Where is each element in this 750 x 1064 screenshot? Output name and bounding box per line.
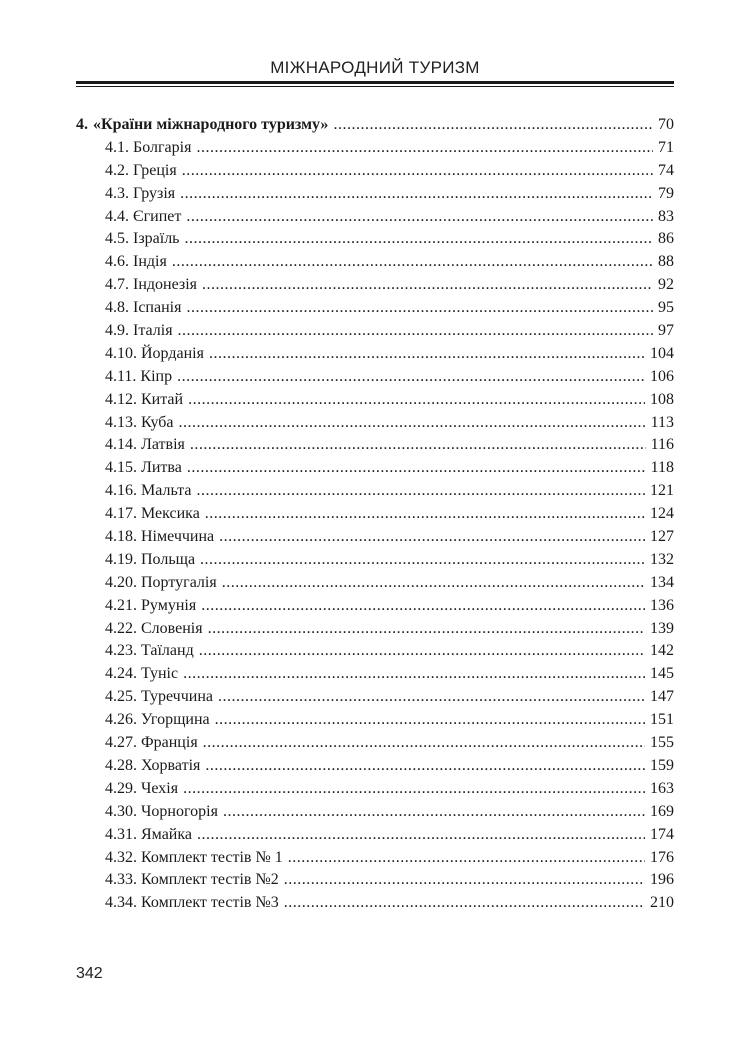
toc-entry	[76, 847, 674, 870]
toc-entry	[76, 183, 674, 206]
toc-entry	[76, 755, 674, 778]
toc-entry-title: Грузія	[133, 184, 176, 202]
header-rule-thin	[76, 86, 674, 87]
toc-entry	[76, 709, 674, 732]
toc-entry-page: 151	[650, 711, 674, 729]
dot-leader	[190, 434, 646, 457]
dot-leader	[205, 755, 645, 778]
toc-entry-number: 4.27.	[105, 734, 137, 752]
dot-leader	[333, 114, 653, 137]
toc-entry-title: Румунія	[141, 596, 197, 614]
toc-entry-number: 4.31.	[105, 825, 137, 843]
toc-entry-title: Ямайка	[141, 825, 192, 843]
toc-entry	[76, 389, 674, 412]
toc-entry-page: 169	[650, 802, 674, 820]
dot-leader	[177, 366, 645, 389]
toc-entry-title: Чорногорія	[141, 802, 218, 820]
toc-entry	[76, 480, 674, 503]
dot-leader	[219, 526, 645, 549]
toc-entry-number: 4.4.	[105, 207, 129, 225]
dot-leader	[196, 137, 653, 160]
toc-entry-page: 79	[658, 184, 674, 202]
dot-leader	[222, 572, 645, 595]
dot-leader	[208, 618, 645, 641]
dot-leader	[200, 549, 645, 572]
dot-leader	[183, 778, 645, 801]
toc-entry-title: Туніс	[141, 665, 179, 683]
toc-entry-title: Хорватія	[141, 756, 201, 774]
toc-entry-number: 4.13.	[105, 413, 137, 431]
toc-entry-title: Угорщина	[141, 711, 210, 729]
toc-entry	[76, 640, 674, 663]
toc-entry	[76, 549, 674, 572]
toc-entry-page: 136	[650, 596, 674, 614]
toc-entry-page: 155	[650, 734, 674, 752]
toc-entry-page: 142	[650, 642, 674, 660]
toc-entry-title: Мальта	[141, 482, 192, 500]
toc-entry-page: 86	[658, 230, 674, 248]
toc-entry-number: 4.22.	[105, 619, 137, 637]
toc-entry	[76, 869, 674, 892]
toc-entry-page: 95	[658, 299, 674, 317]
toc-entry-number: 4.3.	[105, 184, 129, 202]
toc-entry-page: 139	[650, 619, 674, 637]
toc-entry-page: 113	[650, 413, 674, 431]
toc-entry-number: 4.28.	[105, 756, 137, 774]
toc-entry-title: Італія	[133, 322, 173, 340]
toc-entry-page: 116	[650, 436, 674, 454]
toc-entry-page: 159	[650, 756, 674, 774]
toc-entry-number: 4.15.	[105, 459, 137, 477]
toc-entry	[76, 572, 674, 595]
toc-entry-number: 4.9.	[105, 322, 129, 340]
toc-entry	[76, 503, 674, 526]
dot-leader	[201, 595, 645, 618]
toc-entry-number: 4.19.	[105, 550, 137, 568]
toc-entry-number: 4.11.	[105, 367, 137, 385]
toc-entry-title: Латвія	[141, 436, 185, 454]
dot-leader	[186, 206, 653, 229]
toc-entry-title: Туреччина	[141, 688, 213, 706]
dot-leader	[284, 869, 645, 892]
toc-entry	[76, 618, 674, 641]
toc-entry-number: 4.8.	[105, 299, 129, 317]
toc-entry-page: 106	[650, 367, 674, 385]
toc-entry-title: Індія	[133, 253, 167, 271]
toc-entry-title: Куба	[141, 413, 174, 431]
toc-entry-number: 4.30.	[105, 802, 137, 820]
toc-entry	[76, 160, 674, 183]
toc-entry-title: Франція	[141, 734, 198, 752]
header-rule-thick	[76, 81, 674, 84]
dot-leader	[203, 732, 645, 755]
toc-entry-title: «Країни міжнародного туризму»	[93, 116, 329, 133]
toc-entry-title: Йорданія	[141, 344, 204, 362]
toc-entry-page: 104	[650, 344, 674, 362]
toc-entry	[76, 137, 674, 160]
toc-entry-title: Португалія	[141, 573, 217, 591]
toc-entry-page: 132	[650, 550, 674, 568]
toc-entry-number: 4.5.	[105, 230, 129, 248]
toc-entry-page: 147	[650, 688, 674, 706]
dot-leader	[215, 709, 645, 732]
dot-leader	[180, 183, 653, 206]
toc-entry-page: 174	[650, 825, 674, 843]
toc-entry-page: 118	[650, 459, 674, 477]
toc-entry	[76, 892, 674, 915]
toc-entry-title: Комплект тестів №3	[141, 894, 279, 912]
toc-entry	[76, 824, 674, 847]
toc-entry-page: 74	[658, 161, 674, 179]
toc-entry-number: 4.12.	[105, 390, 137, 408]
toc-entry-page: 145	[650, 665, 674, 683]
toc-entry-number: 4.14.	[105, 436, 137, 454]
toc-entry-page: 134	[650, 573, 674, 591]
dot-leader	[182, 160, 653, 183]
toc-entry	[76, 434, 674, 457]
toc-entry-title: Литва	[141, 459, 182, 477]
toc-entry-page: 121	[650, 482, 674, 500]
toc-entry-number: 4.26.	[105, 711, 137, 729]
toc-entry-title: Чехія	[141, 779, 179, 797]
dot-leader	[172, 251, 653, 274]
toc-entry	[76, 274, 674, 297]
toc-entry-page: 163	[650, 779, 674, 797]
toc-entry-page: 97	[658, 322, 674, 340]
toc-entry-title: Комплект тестів № 1	[141, 848, 283, 866]
toc-entry-number: 4.18.	[105, 528, 137, 546]
dot-leader	[188, 389, 645, 412]
dot-leader	[178, 320, 653, 343]
toc-entry-number: 4.7.	[105, 276, 129, 294]
toc-entry-number: 4.10.	[105, 344, 137, 362]
toc-entry-number: 4.33.	[105, 871, 137, 889]
toc-entry-page: 108	[650, 390, 674, 408]
dot-leader	[209, 343, 645, 366]
dot-leader	[184, 228, 653, 251]
toc-entry-title: Єгипет	[133, 207, 182, 225]
toc-entry-title: Китай	[141, 390, 184, 408]
toc-entry	[76, 686, 674, 709]
dot-leader	[183, 663, 645, 686]
toc-entry	[76, 801, 674, 824]
toc-entry-number: 4.20.	[105, 573, 137, 591]
dot-leader	[223, 801, 645, 824]
table-of-contents	[76, 114, 674, 915]
toc-entry-title: Іспанія	[133, 299, 182, 317]
toc-entry-number: 4.24.	[105, 665, 137, 683]
toc-entry	[76, 595, 674, 618]
dot-leader	[205, 503, 645, 526]
toc-entry-title: Індонезія	[133, 276, 198, 294]
toc-entry-title: Польща	[141, 550, 196, 568]
dot-leader	[187, 457, 646, 480]
toc-entry	[76, 412, 674, 435]
dot-leader	[202, 274, 653, 297]
toc-entry-number: 4.23.	[105, 642, 137, 660]
toc-entry-title: Словенія	[141, 619, 203, 637]
dot-leader	[197, 824, 645, 847]
toc-entry	[76, 732, 674, 755]
toc-entry-number: 4.1.	[105, 138, 129, 156]
dot-leader	[284, 892, 645, 915]
toc-entry-number: 4.32.	[105, 848, 137, 866]
toc-entry-page: 70	[658, 116, 674, 133]
toc-entry-title: Греція	[133, 161, 177, 179]
toc-entry	[76, 320, 674, 343]
toc-entry-number: 4.	[76, 116, 88, 133]
toc-entry-number: 4.21.	[105, 596, 137, 614]
toc-entry	[76, 228, 674, 251]
toc-entry	[76, 366, 674, 389]
toc-entry	[76, 251, 674, 274]
toc-entry-page: 176	[650, 848, 674, 866]
toc-entry-page: 88	[658, 253, 674, 271]
toc-entry-title: Мексика	[141, 505, 200, 523]
toc-entry-number: 4.25.	[105, 688, 137, 706]
toc-entry	[76, 526, 674, 549]
toc-entry	[76, 297, 674, 320]
toc-entry	[76, 206, 674, 229]
toc-entry-title: Кіпр	[140, 367, 173, 385]
toc-entry-page: 71	[658, 138, 674, 156]
toc-entry-number: 4.6.	[105, 253, 129, 271]
toc-entry-title: Німеччина	[141, 528, 215, 546]
dot-leader	[186, 297, 653, 320]
running-header: МІЖНАРОДНИЙ ТУРИЗМ	[270, 58, 480, 77]
page-number: 342	[76, 965, 103, 982]
toc-entry-number: 4.29.	[105, 779, 137, 797]
toc-entry-title: Комплект тестів №2	[141, 871, 279, 889]
toc-entry-number: 4.17.	[105, 505, 137, 523]
dot-leader	[196, 480, 645, 503]
toc-entry-number: 4.34.	[105, 894, 137, 912]
toc-entry	[76, 663, 674, 686]
toc-entry	[76, 457, 674, 480]
toc-entry-title: Таїланд	[141, 642, 194, 660]
toc-entry-title: Ізраїль	[133, 230, 180, 248]
dot-leader	[218, 686, 645, 709]
toc-entry	[76, 778, 674, 801]
toc-section-entry	[76, 114, 674, 137]
toc-entry-page: 127	[650, 528, 674, 546]
toc-entry-page: 83	[658, 207, 674, 225]
toc-entry-page: 196	[650, 871, 674, 889]
toc-entry-page: 124	[650, 505, 674, 523]
dot-leader	[199, 640, 645, 663]
toc-entry-number: 4.16.	[105, 482, 137, 500]
toc-entry-title: Болгарія	[133, 138, 192, 156]
dot-leader	[179, 412, 646, 435]
dot-leader	[288, 847, 645, 870]
toc-entry-number: 4.2.	[105, 161, 129, 179]
toc-entry-page: 92	[658, 276, 674, 294]
toc-entry	[76, 343, 674, 366]
toc-entry-page: 210	[650, 894, 674, 912]
